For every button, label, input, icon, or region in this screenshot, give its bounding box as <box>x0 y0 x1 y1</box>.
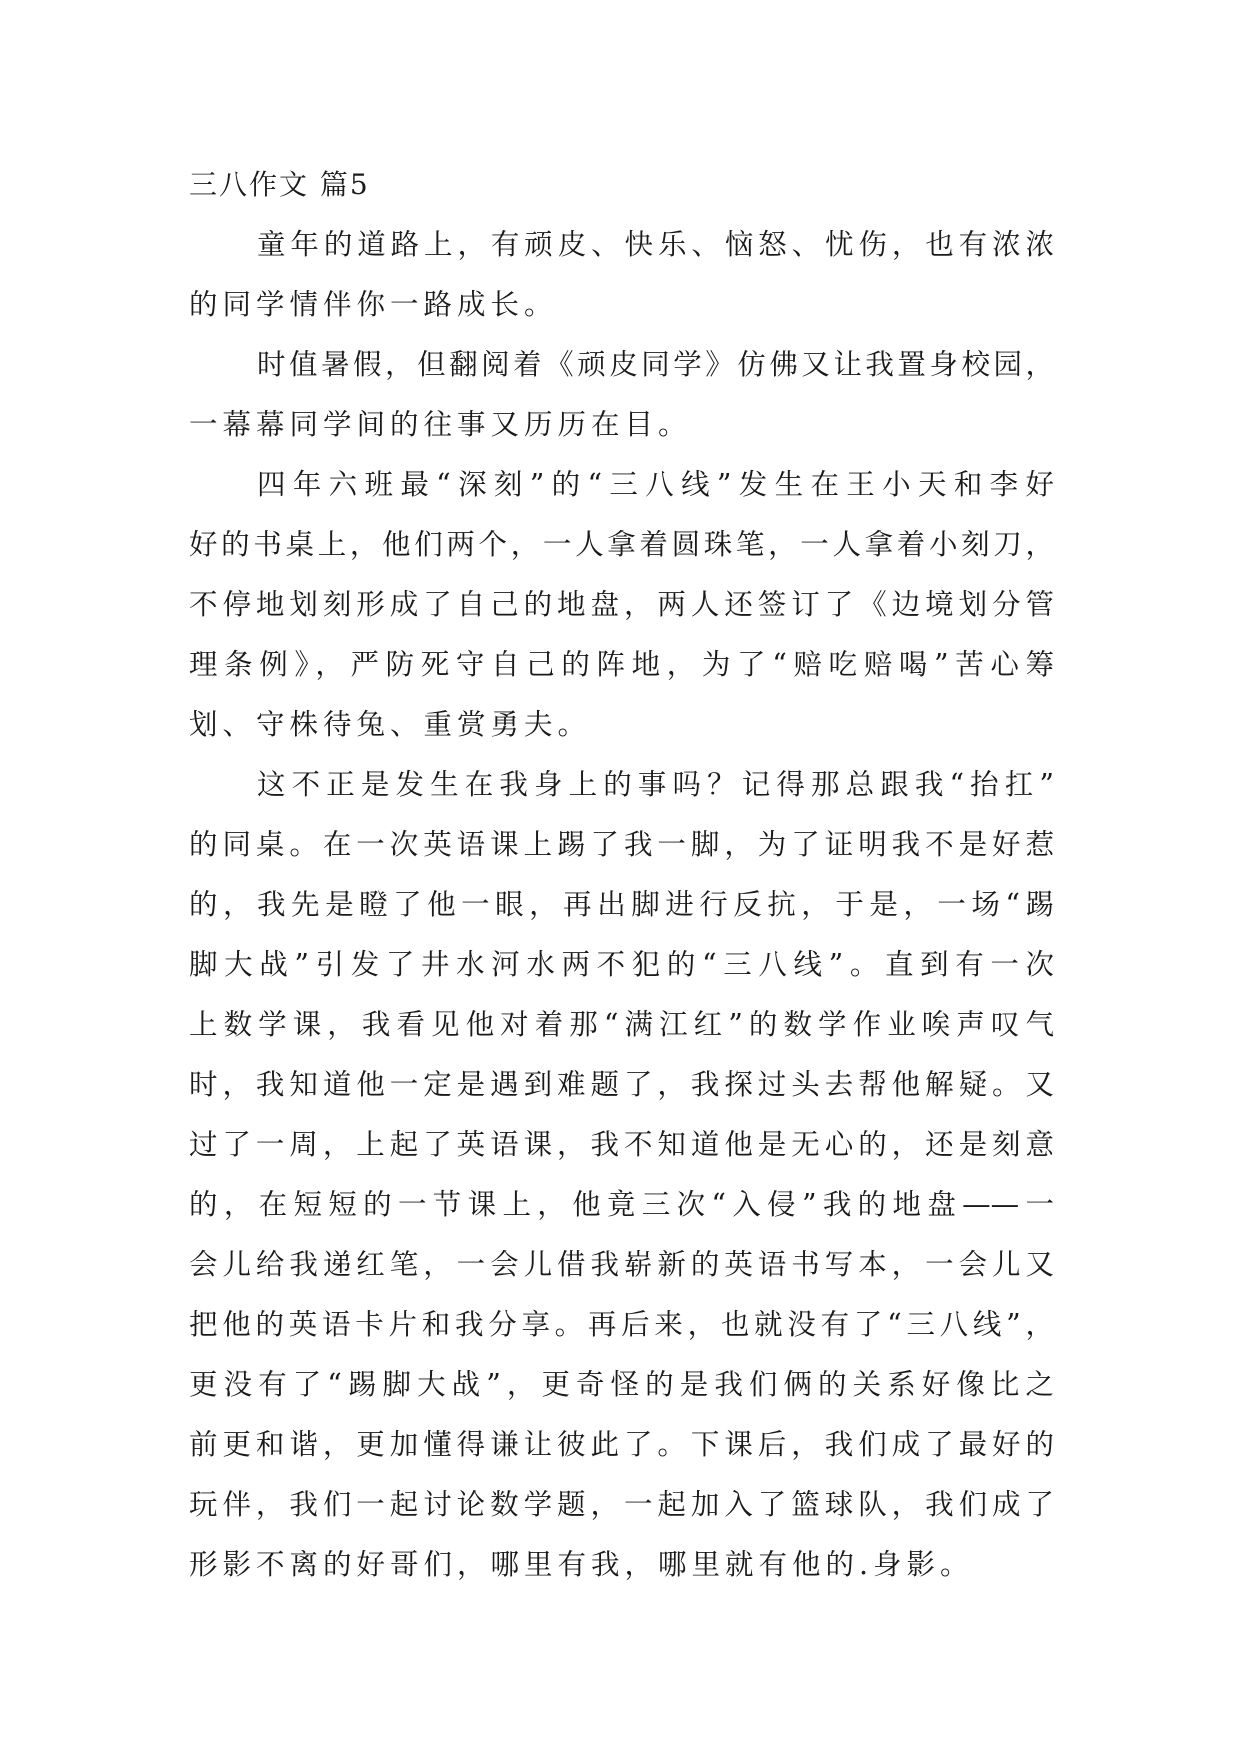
paragraph-line: 的同学情伴你一路成长。 <box>189 288 558 321</box>
paragraph-line: 玩伴，我们一起讨论数学题，一起加入了篮球队，我们成了 <box>189 1488 1054 1521</box>
document-title: 三八作文 篇5 <box>189 168 370 201</box>
paragraph-line: 的，在短短的一节课上，他竟三次“入侵”我的地盘——一 <box>189 1188 1054 1221</box>
paragraph-line: 的同桌。在一次英语课上踢了我一脚，为了证明我不是好惹 <box>189 828 1054 861</box>
paragraph-line: 过了一周，上起了英语课，我不知道他是无心的，还是刻意 <box>189 1128 1054 1161</box>
paragraph <box>189 755 1054 1595</box>
paragraph-line: 童年的道路上，有顽皮、快乐、恼怒、忧伤，也有浓浓 <box>257 228 1054 261</box>
paragraph-line: 前更和谐，更加懂得谦让彼此了。下课后，我们成了最好的 <box>189 1428 1054 1461</box>
document-body <box>189 155 1054 1595</box>
paragraph-line: 更没有了“踢脚大战”，更奇怪的是我们俩的关系好像比之 <box>189 1368 1054 1401</box>
paragraph-line: 四年六班最“深刻”的“三八线”发生在王小天和李好 <box>257 468 1054 501</box>
paragraph-line: 形影不离的好哥们，哪里有我，哪里就有他的.身影。 <box>189 1548 974 1581</box>
paragraph-line: 上数学课，我看见他对着那“满江红”的数学作业唉声叹气 <box>189 1008 1054 1041</box>
paragraph-line: 划、守株待兔、重赏勇夫。 <box>189 708 592 741</box>
paragraph-line: 把他的英语卡片和我分享。再后来，也就没有了“三八线”， <box>189 1308 1054 1341</box>
paragraph-line: 理条例》，严防死守自己的阵地，为了“赔吃赔喝”苦心筹 <box>189 648 1054 681</box>
paragraph-line: 时值暑假，但翻阅着《顽皮同学》仿佛又让我置身校园， <box>257 348 1054 381</box>
paragraph-line: 脚大战”引发了井水河水两不犯的“三八线”。直到有一次 <box>189 948 1054 981</box>
paragraph-line: 一幕幕同学间的往事又历历在目。 <box>189 408 692 441</box>
paragraph-line: 这不正是发生在我身上的事吗？记得那总跟我“抬扛” <box>257 768 1054 801</box>
paragraph <box>189 455 1054 755</box>
paragraph <box>189 335 1054 455</box>
paragraph-line: 会儿给我递红笔，一会儿借我崭新的英语书写本，一会儿又 <box>189 1248 1054 1281</box>
paragraph-line: 好的书桌上，他们两个，一人拿着圆珠笔，一人拿着小刻刀， <box>189 528 1054 561</box>
paragraph-line: 不停地划刻形成了自己的地盘，两人还签订了《边境划分管 <box>189 588 1054 621</box>
paragraph-line: 的，我先是瞪了他一眼，再出脚进行反抗，于是，一场“踢 <box>189 888 1054 921</box>
paragraph <box>189 215 1054 335</box>
paragraph-line: 时，我知道他一定是遇到难题了，我探过头去帮他解疑。又 <box>189 1068 1054 1101</box>
